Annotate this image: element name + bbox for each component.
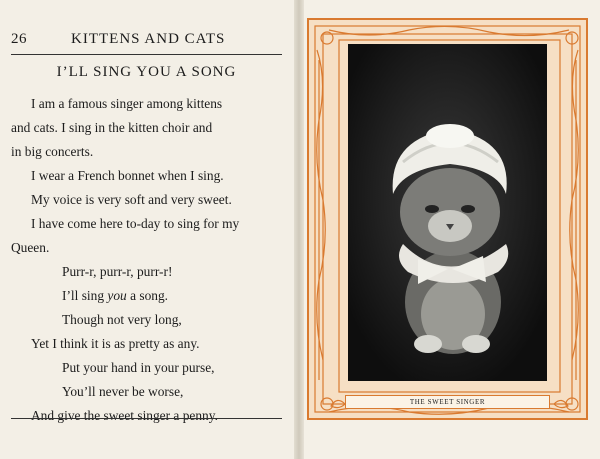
- plate-caption: THE SWEET SINGER: [409, 398, 486, 406]
- verse-line: Though not very long,: [62, 312, 182, 327]
- verse-line: Yet I think it is as pretty as any.: [31, 336, 200, 351]
- kitten-in-bonnet-icon: [348, 44, 547, 381]
- verse-line: Purr-r, purr-r, purr-r!: [62, 264, 173, 279]
- kitten-photo: [348, 44, 547, 381]
- prose-line: I have come here to-day to sing for my: [31, 216, 240, 231]
- prose-line: My voice is very soft and very sweet.: [31, 192, 232, 207]
- prose-line: I wear a French bonnet when I sing.: [31, 168, 224, 183]
- prose-line: in big concerts.: [11, 144, 94, 159]
- verse-line: I’ll sing you a song.: [62, 288, 169, 303]
- book-gutter: [294, 0, 304, 459]
- prose-line: and cats. I sing in the kitten choir and: [11, 120, 213, 135]
- page-header: [11, 28, 282, 55]
- emphasis: you: [107, 288, 127, 303]
- caption-box: [345, 395, 550, 409]
- running-head: KITTENS AND CATS: [71, 31, 226, 47]
- prose-line: Queen.: [11, 240, 50, 255]
- verse-line: And give the sweet singer a penny.: [31, 408, 218, 423]
- bottom-rule: [11, 418, 282, 419]
- page-number: 26: [11, 31, 27, 47]
- chapter-title: I’LL SING YOU A SONG: [56, 64, 237, 80]
- prose-line: I am a famous singer among kittens: [31, 96, 223, 111]
- verse-line: Put your hand in your purse,: [62, 360, 215, 375]
- verse-line: You’ll never be worse,: [62, 384, 184, 399]
